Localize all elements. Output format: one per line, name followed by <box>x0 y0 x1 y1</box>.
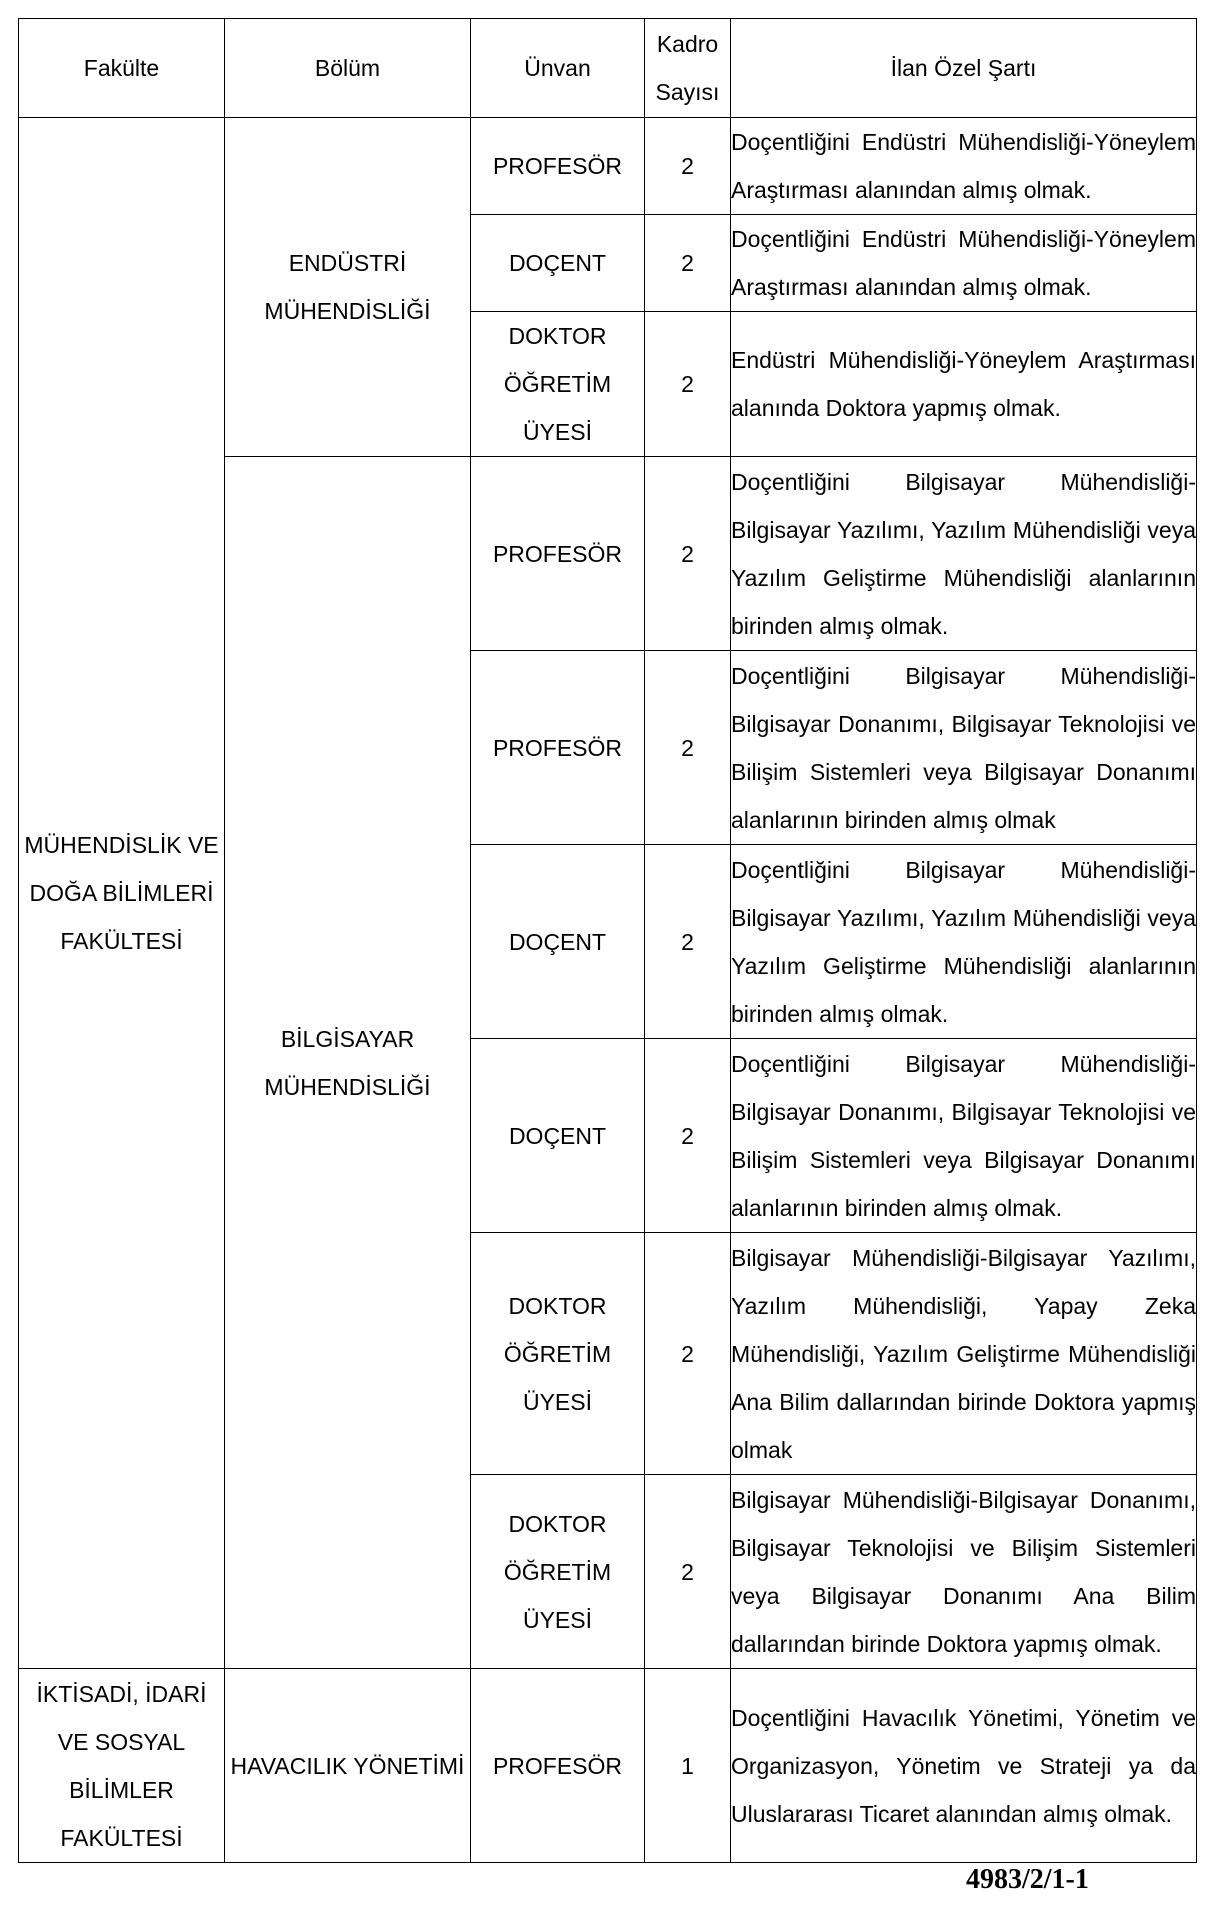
department-industrial-line1: ENDÜSTRİ <box>288 250 407 276</box>
title-line: DOKTOR <box>508 1510 607 1537</box>
title-cell <box>471 1233 645 1475</box>
title-cell: PROFESÖR <box>471 651 645 845</box>
faculty-economics-line1: İKTİSADİ, İDARİ <box>36 1680 207 1707</box>
department-computer <box>225 457 471 1669</box>
title-line: ÜYESİ <box>522 419 593 445</box>
header-condition: İlan Özel Şartı <box>731 19 1197 118</box>
document-reference-number: 4983/2/1-1 <box>966 1864 1089 1895</box>
title-cell <box>471 312 645 457</box>
quota-cell: 2 <box>645 312 731 457</box>
quota-cell: 2 <box>645 1475 731 1669</box>
title-line: DOKTOR <box>508 323 607 349</box>
title-cell <box>471 1475 645 1669</box>
faculty-engineering <box>19 118 225 1669</box>
title-cell: DOÇENT <box>471 1039 645 1233</box>
title-line: DOKTOR <box>508 1292 607 1319</box>
condition-cell: Doçentliğini Endüstri Mühendisliği-Yöneylem Araştırması alanından almış olmak. <box>731 118 1197 215</box>
title-cell: DOÇENT <box>471 215 645 312</box>
header-faculty: Fakülte <box>19 19 225 118</box>
faculty-economics-line2: VE SOSYAL <box>57 1728 186 1755</box>
quota-cell: 2 <box>645 651 731 845</box>
quota-cell: 2 <box>645 1039 731 1233</box>
quota-cell: 1 <box>645 1669 731 1863</box>
condition-cell: Bilgisayar Mühendisliği-Bilgisayar Donanımı, Bilgisayar Teknolojisi ve Bilişim Sistemleri veya Bilgisayar Donanımı Ana Bilim dallarından birinde Doktora yapmış olmak. <box>731 1475 1197 1669</box>
title-line: ÜYESİ <box>522 1606 593 1633</box>
table-row <box>19 1669 1197 1863</box>
condition-cell: Doçentliğini Havacılık Yönetimi, Yönetim ve Organizasyon, Yönetim ve Strateji ya da Uluslararası Ticaret alanından almış olmak. <box>731 1669 1197 1863</box>
condition-cell: Doçentliğini Bilgisayar Mühendisliği-Bilgisayar Yazılımı, Yazılım Mühendisliği veya Yazılım Geliştirme Mühendisliği alanlarının birinden almış olmak. <box>731 845 1197 1039</box>
quota-cell: 2 <box>645 845 731 1039</box>
department-industrial-line2: MÜHENDİSLİĞİ <box>264 298 431 324</box>
title-cell: DOÇENT <box>471 845 645 1039</box>
header-quota <box>645 19 731 118</box>
quota-cell: 2 <box>645 215 731 312</box>
department-industrial <box>225 118 471 457</box>
faculty-engineering-line2: DOĞA BİLİMLERİ <box>29 880 214 906</box>
title-line: ÖĞRETİM <box>503 371 612 397</box>
faculty-economics-line4: FAKÜLTESİ <box>60 1824 183 1851</box>
header-department: Bölüm <box>225 19 471 118</box>
condition-cell: Bilgisayar Mühendisliği-Bilgisayar Yazılımı, Yazılım Mühendisliği, Yapay Zeka Mühendisliği, Yazılım Geliştirme Mühendisliği Ana Bilim dallarından birinde Doktora yapmış olmak <box>731 1233 1197 1475</box>
quota-cell: 2 <box>645 1233 731 1475</box>
condition-cell: Doçentliğini Bilgisayar Mühendisliği-Bilgisayar Donanımı, Bilgisayar Teknolojisi ve Bilişim Sistemleri veya Bilgisayar Donanımı alanlarının birinden almış olmak. <box>731 1039 1197 1233</box>
department-aviation: HAVACILIK YÖNETİMİ <box>225 1669 471 1863</box>
faculty-engineering-line1: MÜHENDİSLİK VE <box>24 832 219 858</box>
title-line: ÜYESİ <box>522 1388 593 1415</box>
condition-cell: Doçentliğini Bilgisayar Mühendisliği-Bilgisayar Donanımı, Bilgisayar Teknolojisi ve Bilişim Sistemleri veya Bilgisayar Donanımı alanlarının birinden almış olmak <box>731 651 1197 845</box>
title-line: ÖĞRETİM <box>503 1340 612 1367</box>
condition-cell: Endüstri Mühendisliği-Yöneylem Araştırması alanında Doktora yapmış olmak. <box>731 312 1197 457</box>
faculty-engineering-line3: FAKÜLTESİ <box>60 928 183 954</box>
department-computer-line1: BİLGİSAYAR <box>280 1025 415 1052</box>
faculty-economics-line3: BİLİMLER <box>69 1776 174 1803</box>
faculty-economics <box>19 1669 225 1863</box>
positions-table <box>18 18 1197 1863</box>
header-row <box>19 19 1197 118</box>
title-line: ÖĞRETİM <box>503 1558 612 1585</box>
title-cell: PROFESÖR <box>471 118 645 215</box>
header-title: Ünvan <box>471 19 645 118</box>
header-quota-line1: Kadro <box>656 31 719 57</box>
condition-cell: Doçentliğini Bilgisayar Mühendisliği-Bilgisayar Yazılımı, Yazılım Mühendisliği veya Yazılım Geliştirme Mühendisliği alanlarının birinden almış olmak. <box>731 457 1197 651</box>
quota-cell: 2 <box>645 118 731 215</box>
condition-cell: Doçentliğini Endüstri Mühendisliği-Yöneylem Araştırması alanından almış olmak. <box>731 215 1197 312</box>
title-cell: PROFESÖR <box>471 457 645 651</box>
title-cell: PROFESÖR <box>471 1669 645 1863</box>
department-computer-line2: MÜHENDİSLİĞİ <box>264 1073 431 1100</box>
header-quota-line2: Sayısı <box>655 79 720 105</box>
quota-cell: 2 <box>645 457 731 651</box>
table-row <box>19 118 1197 215</box>
